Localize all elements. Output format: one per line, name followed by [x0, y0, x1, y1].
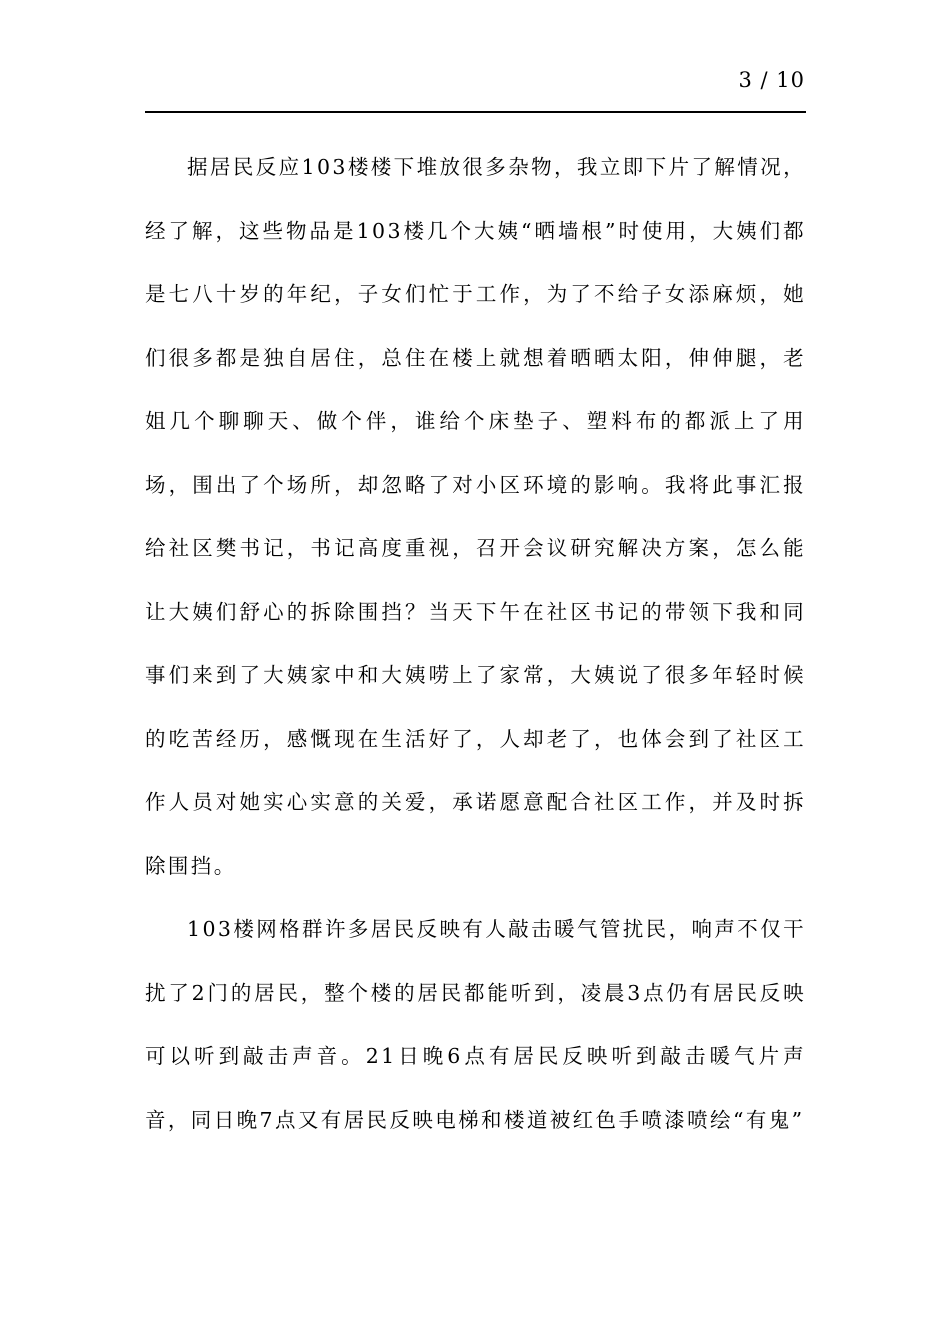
paragraph-2: 103楼网格群许多居民反映有人敲击暖气管扰民，响声不仅干扰了2门的居民，整个楼的居民都能听到，凌晨3点仍有居民反映可以听到敲击声音。21日晚6点有居民反映听到敲击暖气片声音，同日晚7点又有居民反映电梯和楼道被红色手喷漆喷绘“有鬼”	[145, 917, 806, 1132]
paragraph-1: 据居民反应103楼楼下堆放很多杂物，我立即下片了解情况，经了解，这些物品是103楼几个大姨“晒墙根”时使用，大姨们都是七八十岁的年纪，子女们忙于工作，为了不给子女添麻烦，她们很多都是独自居住，总住在楼上就想着晒晒太阳，伸伸腿，老姐几个聊聊天、做个伴，谁给个床垫子、塑料布的都派上了用场，围出了个场所，却忽略了对小区环境的影响。我将此事汇报给社区樊书记，书记高度重视，召开会议研究解决方案，怎么能让大姨们舒心的拆除围挡？当天下午在社区书记的带领下我和同事们来到了大姨家中和大姨唠上了家常，大姨说了很多年轻时候的吃苦经历，感慨现在生活好了，人却老了，也体会到了社区工作人员对她实心实意的关爱，承诺愿意配合社区工作，并及时拆除围挡。	[145, 155, 806, 878]
document-body	[145, 136, 806, 1152]
page-number: 3 / 10	[738, 68, 805, 92]
header-divider	[145, 111, 806, 113]
